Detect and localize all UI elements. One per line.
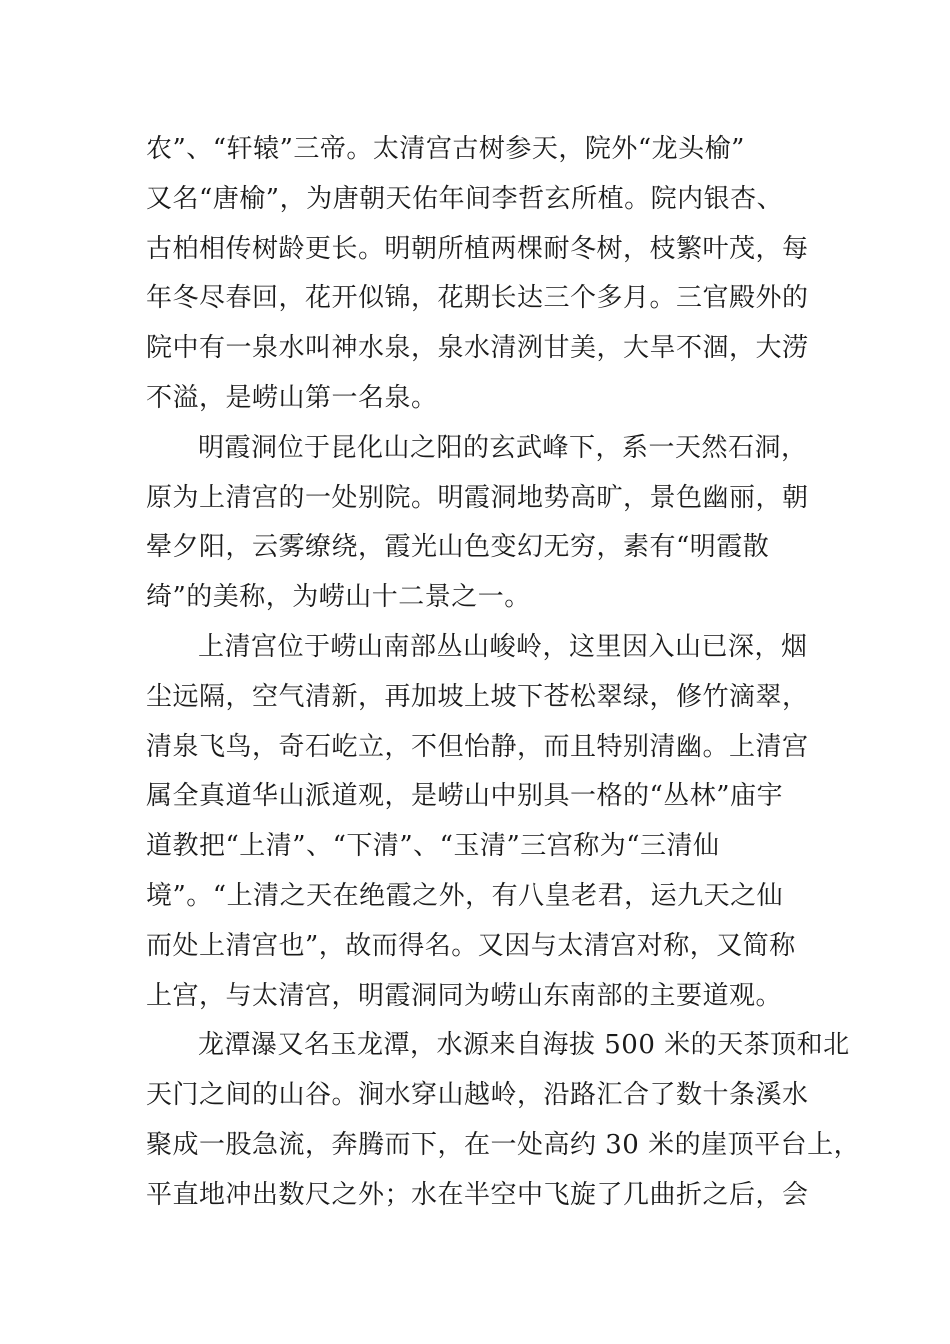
text-line: 平直地冲出数尺之外；水在半空中飞旋了几曲折之后，会 xyxy=(146,1179,809,1210)
text-line: 又名“唐榆”，为唐朝天佑年间李哲玄所植。院内银杏、 xyxy=(146,183,784,214)
text-line: 院中有一泉水叫神水泉，泉水清洌甘美，大旱不涸，大涝 xyxy=(146,333,809,364)
text-line: 晕夕阳，云雾缭绕，霞光山色变幻无穷，素有“明霞散 xyxy=(146,532,770,563)
text-line: 境”。“上清之天在绝霞之外，有八皇老君，运九天之仙 xyxy=(146,880,784,911)
text-line: 清泉飞鸟，奇石屹立，不但怡静，而且特别清幽。上清宫 xyxy=(146,731,809,762)
text-line: 天门之间的山谷。涧水穿山越岭，沿路汇合了数十条溪水 xyxy=(146,1080,809,1111)
text-line: 绮”的美称，为崂山十二景之一。 xyxy=(146,582,531,613)
text-line: 属全真道华山派道观，是崂山中别具一格的“丛林”庙宇 xyxy=(146,781,784,812)
text-line: 年冬尽春回，花开似锦，花期长达三个多月。三官殿外的 xyxy=(146,283,809,314)
text-line: 聚成一股急流，奔腾而下，在一处高约 30 米的崖顶平台上， xyxy=(146,1129,861,1160)
text-line: 道教把“上清”、“下清”、“玉清”三宫称为“三清仙 xyxy=(146,831,720,862)
text-line: 上宫，与太清宫，明霞洞同为崂山东南部的主要道观。 xyxy=(146,980,783,1011)
text-line: 农”、“轩辕”三帝。太清宫古树参天，院外“龙头榆” xyxy=(146,134,745,164)
text-line: 原为上清宫的一处别院。明霞洞地势高旷，景色幽丽，朝 xyxy=(146,482,809,513)
text-line: 龙潭瀑又名玉龙潭，水源来自海拔 500 米的天茶顶和北 xyxy=(198,1030,850,1061)
paragraph-shangqing-palace xyxy=(146,623,826,1021)
text-line: 古柏相传树龄更长。明朝所植两棵耐冬树，枝繁叶茂，每 xyxy=(146,233,809,264)
text-line: 不溢，是崂山第一名泉。 xyxy=(146,382,438,413)
paragraph-mingxia-cave xyxy=(146,424,826,623)
text-line: 而处上清宫也”，故而得名。又因与太清宫对称，又简称 xyxy=(146,930,796,961)
text-line: 上清宫位于崂山南部丛山峻岭，这里因入山已深，烟 xyxy=(198,631,808,662)
text-line: 尘远隔，空气清新，再加坡上坡下苍松翠绿，修竹滴翠， xyxy=(146,681,809,712)
paragraph-taiqing-palace xyxy=(146,125,826,424)
text-line: 明霞洞位于昆化山之阳的玄武峰下，系一天然石洞， xyxy=(198,432,808,463)
document-body xyxy=(146,125,861,1221)
paragraph-longtan-waterfall xyxy=(146,1021,861,1220)
